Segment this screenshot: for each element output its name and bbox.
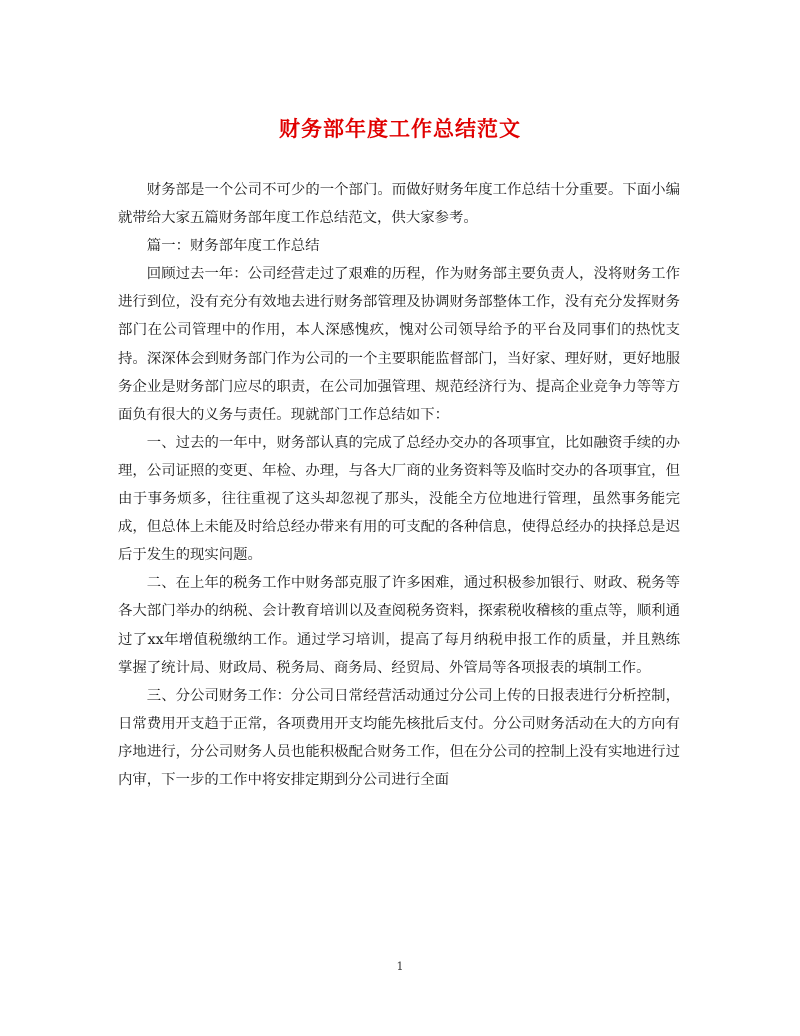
item-three-paragraph: 三、分公司财务工作：分公司日常经营活动通过分公司上传的日报表进行分析控制，日常费用开支趋于正常，各项费用开支均能先核批后支付。分公司财务活动在大的方向有序地进行，分公司财务人员也能积极配合财务工作，但在分公司的控制上没有实地进行过内审，下一步的工作中将安排定期到分公司进行全面 bbox=[118, 687, 680, 788]
page-number: 1 bbox=[396, 960, 404, 973]
item-one-paragraph: 一、过去的一年中，财务部认真的完成了总经办交办的各项事宜，比如融资手续的办理，公司证照的变更、年检、办理，与各大厂商的业务资料等及临时交办的各项事宜，但由于事务烦多，往往重视了这头却忽视了那头，没能全方位地进行管理，虽然事务能完成，但总体上未能及时给总经办带来有用的可支配的各种信息，使得总经办的抉择总是迟后于发生的现实问题。 bbox=[118, 434, 680, 564]
section-heading: 篇一：财务部年度工作总结 bbox=[146, 238, 320, 255]
item-two-paragraph: 二、在上年的税务工作中财务部克服了许多困难，通过积极参加银行、财政、税务等各大部门举办的纳税、会计教育培训以及查阅税务资料，探索税收稽核的重点等，顺利通过了xx年增值税缴纳工作。通过学习培训，提高了每月纳税申报工作的质量，并且熟练掌握了统计局、财政局、税务局、商务局、经贸局、外管局等各项报表的填制工作。 bbox=[118, 575, 680, 676]
document-body bbox=[118, 176, 680, 794]
intro-paragraph: 财务部是一个公司不可少的一个部门。而做好财务年度工作总结十分重要。下面小编就带给大家五篇财务部年度工作总结范文，供大家参考。 bbox=[118, 182, 680, 227]
review-paragraph: 回顾过去一年：公司经营走过了艰难的历程，作为财务部主要负责人，没将财务工作进行到位，没有充分有效地去进行财务部管理及协调财务部整体工作，没有充分发挥财务部门在公司管理中的作用，本人深感愧疚，愧对公司领导给予的平台及同事们的热忱支持。深深体会到财务部门作为公司的一个主要职能监督部门，当好家、理好财，更好地服务企业是财务部门应尽的职责，在公司加强管理、规范经济行为、提高企业竞争力等等方面负有很大的义务与责任。现就部门工作总结如下： bbox=[118, 266, 680, 423]
document-title: 财务部年度工作总结范文 bbox=[279, 116, 521, 141]
